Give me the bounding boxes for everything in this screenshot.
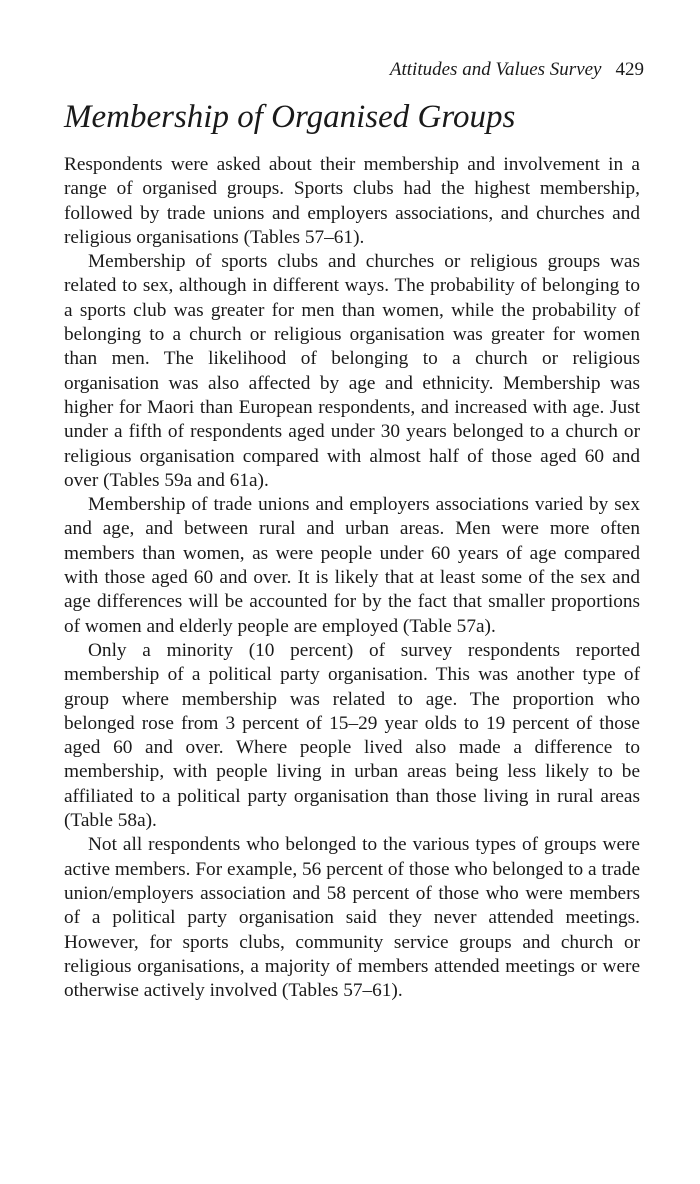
paragraph: Membership of trade unions and employers associations varied by sex and age, and between rural and urban areas. Men were more often members than women, as were people under 60 years of age compared with those aged 60 and over. It is likely that at least some of the sex and age differences will be accounted for by the fact that smaller proportions of women and elderly people are employed (Table 57a). [64, 494, 640, 637]
paragraph: Only a minority (10 percent) of survey respondents reported membership of a political party organisation. This was another type of group where membership was related to age. The proportion who belonged rose from 3 percent of 15–29 year olds to 19 percent of those aged 60 and over. Where people lived also made a difference to membership, with people living in urban areas being less likely to be affiliated to a political party organisation than those living in rural areas (Table 58a). [64, 639, 640, 832]
running-head [390, 58, 644, 82]
section-heading: Membership of Organised Groups [64, 99, 516, 135]
page-number: 429 [615, 59, 644, 80]
paragraph: Respondents were asked about their membership and involvement in a range of organised groups. Sports clubs had the highest membership, followed by trade unions and employers associations, and churches and religious organisations (Tables 57–61). [64, 154, 640, 248]
running-head-title: Attitudes and Values Survey [389, 59, 602, 80]
paragraph: Not all respondents who belonged to the various types of groups were active members. For example, 56 percent of those who belonged to a trade union/employers association and 58 percent of those who were members of a political party organisation said they never attended meetings. However, for sports clubs, community service groups and church or religious organisations, a majority of members attended meetings or were otherwise actively involved (Tables 57–61). [64, 834, 640, 1002]
body-text [64, 153, 640, 1003]
paragraph: Membership of sports clubs and churches or religious groups was related to sex, although in different ways. The probability of belonging to a sports club was greater for men than women, while the probability of belonging to a church or religious organisation was greater for women than men. The likelihood of belonging to a church or religious organisation was also affected by age and ethnicity. Membership was higher for Maori than European respondents, and increased with age. Just under a fifth of respondents aged under 30 years belonged to a church or religious organisation compared with almost half of those aged 60 and over (Tables 59a and 61a). [64, 251, 640, 491]
